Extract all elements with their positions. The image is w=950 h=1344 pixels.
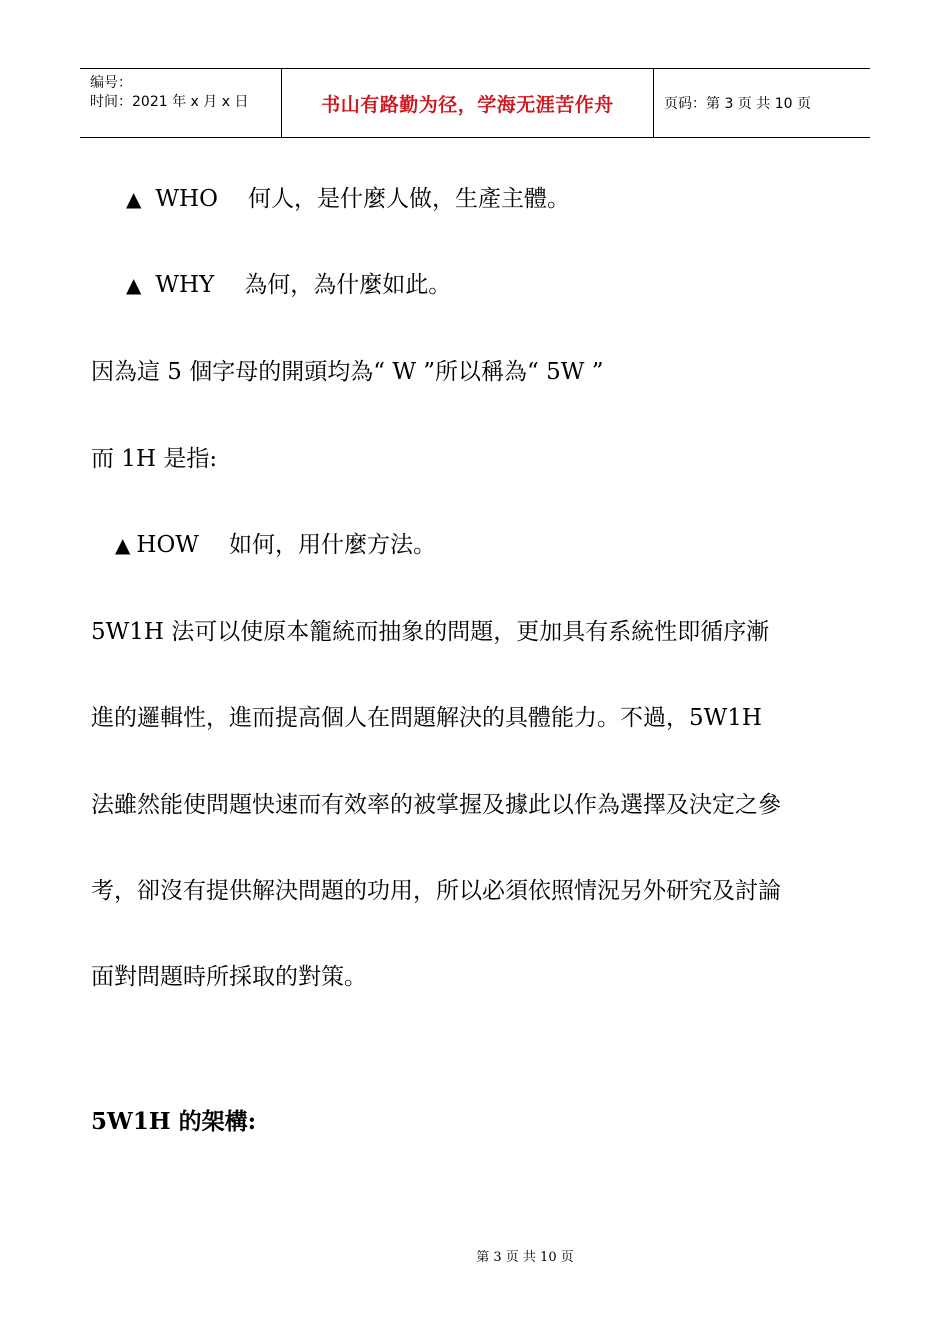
who-text: 何人，是什麼人做，生產主體。 [247, 186, 570, 212]
why-text: 為何，為什麼如此。 [244, 272, 452, 298]
who-keyword: WHO [155, 186, 218, 212]
line-5w: 因為這 5 個字母的開頭均為“ W ”所以稱為“ 5W ” [91, 359, 604, 385]
paragraph-line: 面對問題時所採取的對策。 [91, 964, 367, 990]
paragraph-line: 法雖然能使問題快速而有效率的被掌握及據此以作為選擇及決定之參 [91, 792, 781, 818]
why-keyword: WHY [155, 272, 215, 298]
triangle-bullet-icon: ▲ [126, 187, 142, 211]
bullet-how [115, 530, 436, 560]
triangle-bullet-icon: ▲ [126, 273, 142, 297]
header-meta-cell [80, 69, 282, 137]
header-page-label: 页码：第 3 页 共 10 页 [664, 96, 811, 112]
header-number-label: 编号： [90, 75, 132, 91]
section-heading: 5W1H 的架構: [91, 1108, 257, 1135]
bullet-who [126, 184, 570, 214]
header-motto: 书山有路勤为径，学海无涯苦作舟 [321, 93, 614, 116]
triangle-bullet-icon: ▲ [115, 533, 131, 557]
bullet-why [126, 270, 451, 300]
header-page-cell [654, 69, 870, 137]
line-1h: 而 1H 是指: [91, 446, 218, 472]
how-text: 如何，用什麼方法。 [228, 532, 436, 558]
paragraph-line: 進的邏輯性，進而提高個人在問題解決的具體能力。不過，5W1H [91, 705, 762, 731]
header-motto-cell [282, 69, 654, 137]
footer-page-number: 第 3 页 共 10 页 [476, 1250, 574, 1265]
how-keyword: HOW [136, 532, 199, 558]
header-table [80, 68, 870, 138]
paragraph-line: 5W1H 法可以使原本籠統而抽象的問題，更加具有系統性即循序漸 [91, 619, 770, 645]
header-time-label: 时间：2021 年 x 月 x 日 [90, 94, 249, 110]
paragraph-line: 考，卻沒有提供解決問題的功用，所以必須依照情況另外研究及討論 [91, 878, 781, 904]
